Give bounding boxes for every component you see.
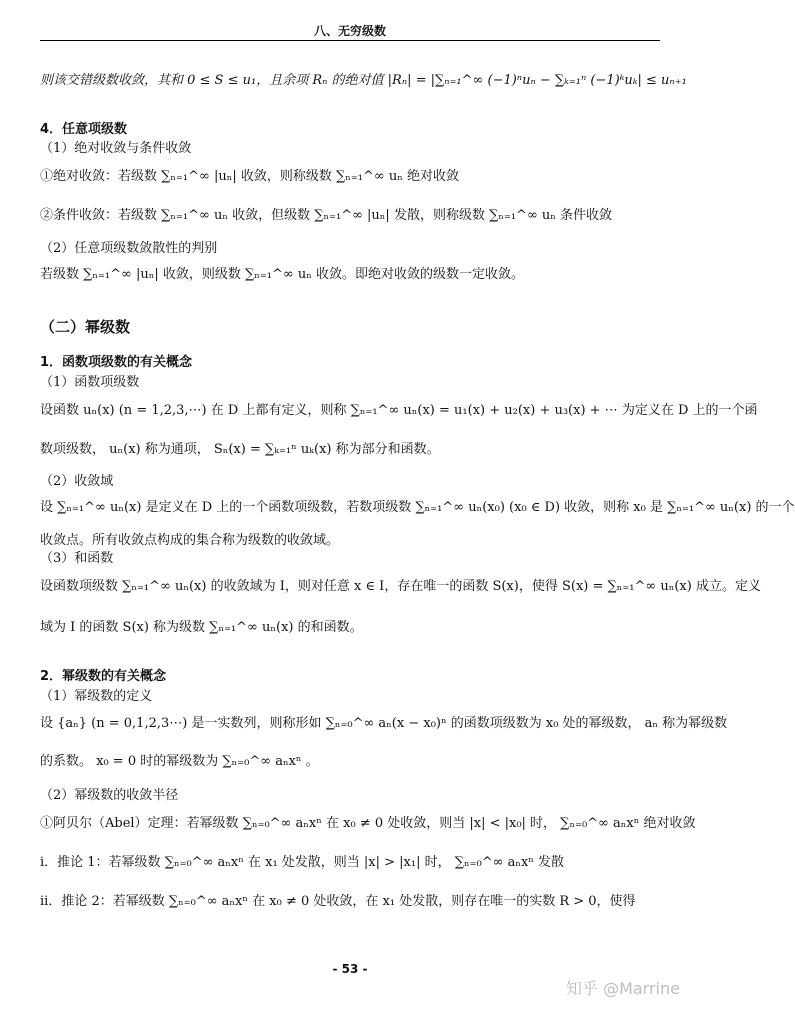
text-line-power-def-1: 设 {aₙ} (n = 0,1,2,3⋯) 是一实数列，则称形如 ∑ₙ₌₀^∞ aₙ(x − x₀)ⁿ 的函数项级数为 x₀ 处的幂级数， aₙ 称为幂级数 xyxy=(40,716,728,731)
chapter-heading-power-series: （二）幂级数 xyxy=(40,318,131,336)
text-line-definition-2: 数项级数， uₙ(x) 称为通项， Sₙ(x) = ∑ₖ₌₁ⁿ uₖ(x) 称为部分和函数。 xyxy=(40,442,440,457)
header-rule xyxy=(40,40,660,41)
text-line-sum-1: 设函数项级数 ∑ₙ₌₁^∞ uₙ(x) 的收敛域为 I，则对任意 x ∈ I，存在唯一的函数 S(x)，使得 S(x) = ∑ₙ₌₁^∞ uₙ(x) 成立。定义 xyxy=(40,579,761,594)
watermark: 知乎 @Marrine xyxy=(565,979,680,998)
text-line-power-def-2: 的系数。 x₀ = 0 时的幂级数为 ∑ₙ₌₀^∞ aₙxⁿ 。 xyxy=(40,754,319,769)
text-line-conditional: ②条件收敛：若级数 ∑ₙ₌₁^∞ uₙ 收敛，但级数 ∑ₙ₌₁^∞ |uₙ| 发散，则称级数 ∑ₙ₌₁^∞ uₙ 条件收敛 xyxy=(40,208,613,223)
section-heading-1: 1．函数项级数的有关概念 xyxy=(40,355,193,370)
section-heading-2: 2．幂级数的有关概念 xyxy=(40,669,167,684)
subsection-heading-function-series: （1）函数项级数 xyxy=(40,375,140,390)
subsection-heading-1: （1）绝对收敛与条件收敛 xyxy=(40,141,192,156)
text-line-criterion: 若级数 ∑ₙ₌₁^∞ |uₙ| 收敛，则级数 ∑ₙ₌₁^∞ uₙ 收敛。即绝对收敛的级数一定收敛。 xyxy=(40,267,524,282)
text-line-remainder: 则该交错级数收敛，其和 0 ≤ S ≤ u₁，且余项 Rₙ 的绝对值 |Rₙ| = |∑ₙ₌₁^∞ (−1)ⁿuₙ − ∑ₖ₌₁ⁿ (−1)ᵏuₖ| ≤ uₙ₊₁ xyxy=(40,73,687,88)
subsection-heading-radius: （2）幂级数的收敛半径 xyxy=(40,788,179,803)
subsection-heading-sum-function: （3）和函数 xyxy=(40,551,114,566)
page-number: - 53 - xyxy=(332,962,368,976)
subsection-heading-power-definition: （1）幂级数的定义 xyxy=(40,689,153,704)
text-line-domain-1: 设 ∑ₙ₌₁^∞ uₙ(x) 是定义在 D 上的一个函数项级数，若数项级数 ∑ₙ₌₁^∞ uₙ(x₀) (x₀ ∈ D) 收敛，则称 x₀ 是 ∑ₙ₌₁^∞ uₙ(x) 的一个 xyxy=(40,500,795,515)
text-line-sum-2: 域为 I 的函数 S(x) 称为级数 ∑ₙ₌₁^∞ uₙ(x) 的和函数。 xyxy=(40,620,363,635)
section-heading-4: 4．任意项级数 xyxy=(40,122,128,137)
text-line-absolute: ①绝对收敛：若级数 ∑ₙ₌₁^∞ |uₙ| 收敛，则称级数 ∑ₙ₌₁^∞ uₙ 绝对收敛 xyxy=(40,169,459,184)
text-line-corollary-2: ii．推论 2：若幂级数 ∑ₙ₌₀^∞ aₙxⁿ 在 x₀ ≠ 0 处收敛，在 x₁ 处发散，则存在唯一的实数 R > 0，使得 xyxy=(40,894,636,909)
text-line-definition-1: 设函数 uₙ(x) (n = 1,2,3,⋯) 在 D 上都有定义，则称 ∑ₙ₌₁^∞ uₙ(x) = u₁(x) + u₂(x) + u₃(x) + ⋯ 为定义在 D 上的一个函 xyxy=(40,403,758,418)
subsection-heading-convergence-domain: （2）收敛域 xyxy=(40,474,114,489)
page-header-title: 八、无穷级数 xyxy=(313,24,386,38)
text-line-domain-2: 收敛点。所有收敛点构成的集合称为级数的收敛域。 xyxy=(40,533,340,548)
text-line-abel: ①阿贝尔（Abel）定理：若幂级数 ∑ₙ₌₀^∞ aₙxⁿ 在 x₀ ≠ 0 处收敛，则当 |x| < |x₀| 时， ∑ₙ₌₀^∞ aₙxⁿ 绝对收敛 xyxy=(40,816,696,831)
subsection-heading-2: （2）任意项级数敛散性的判别 xyxy=(40,241,218,256)
text-line-corollary-1: i．推论 1：若幂级数 ∑ₙ₌₀^∞ aₙxⁿ 在 x₁ 处发散，则当 |x| > |x₁| 时， ∑ₙ₌₀^∞ aₙxⁿ 发散 xyxy=(40,855,565,870)
